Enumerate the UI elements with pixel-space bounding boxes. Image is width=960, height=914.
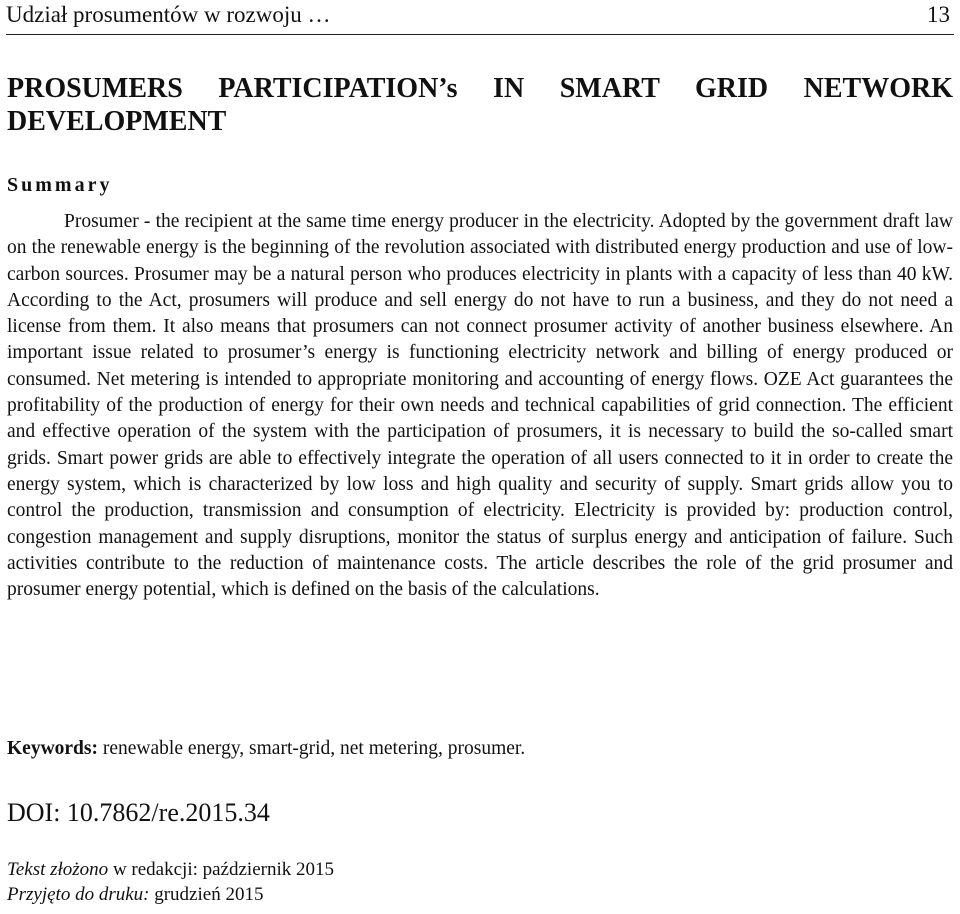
keywords-line bbox=[7, 736, 953, 762]
publication-dates bbox=[7, 857, 334, 907]
keywords-label: Keywords: bbox=[7, 738, 98, 759]
accepted-line bbox=[7, 882, 334, 907]
summary-heading: Summary bbox=[7, 174, 113, 196]
submitted-value: w redakcji: październik 2015 bbox=[112, 859, 334, 880]
article-title: PROSUMERS PARTICIPATION’s IN SMART GRID NETWORK DEVELOPMENT bbox=[7, 73, 953, 137]
running-header bbox=[6, 0, 954, 35]
abstract-paragraph: Prosumer - the recipient at the same time energy producer in the electricity. Adopted by the government draft law on the renewable energy is the beginning of the revolution associated with distributed energy production and use of low-carbon sources. Prosumer may be a natural person who produces electricity in plants with a capacity of less than 40 kW. According to the Act, prosumers will produce and sell energy do not have to run a business, and they do not need a license from them. It also means that prosumers can not connect prosumer activity of another business elsewhere. An important issue related to prosumer’s energy is functioning electricity network and billing of energy produced or consumed. Net metering is intended to appropriate monitoring and accounting of energy flows. OZE Act guarantees the profitability of the production of energy for their own needs and technical capabilities of grid connection. The efficient and effective operation of the system with the participation of prosumers, it is necessary to build the so-called smart grids. Smart power grids are able to effectively integrate the operation of all users connected to it in order to create the energy system, which is characterized by low loss and high quality and security of supply. Smart grids allow you to control the production, transmission and consumption of electricity. Electricity is provided by: production control, congestion management and supply disruptions, monitor the status of surplus energy and anticipation of failure. Such activities contribute to the reduction of maintenance costs. The article describes the role of the grid prosumer and prosumer energy potential, which is defined on the basis of the calculations. bbox=[7, 211, 953, 601]
page-number: 13 bbox=[927, 2, 950, 27]
accepted-value: grudzień 2015 bbox=[154, 884, 264, 905]
submitted-label: Tekst złożono bbox=[7, 859, 109, 880]
submitted-line bbox=[7, 857, 334, 882]
doi: DOI: 10.7862/re.2015.34 bbox=[7, 798, 270, 827]
running-title: Udział prosumentów w rozwoju … bbox=[6, 2, 331, 27]
keywords-text: renewable energy, smart-grid, net metering, prosumer. bbox=[102, 738, 526, 759]
accepted-label: Przyjęto do druku: bbox=[7, 884, 150, 905]
